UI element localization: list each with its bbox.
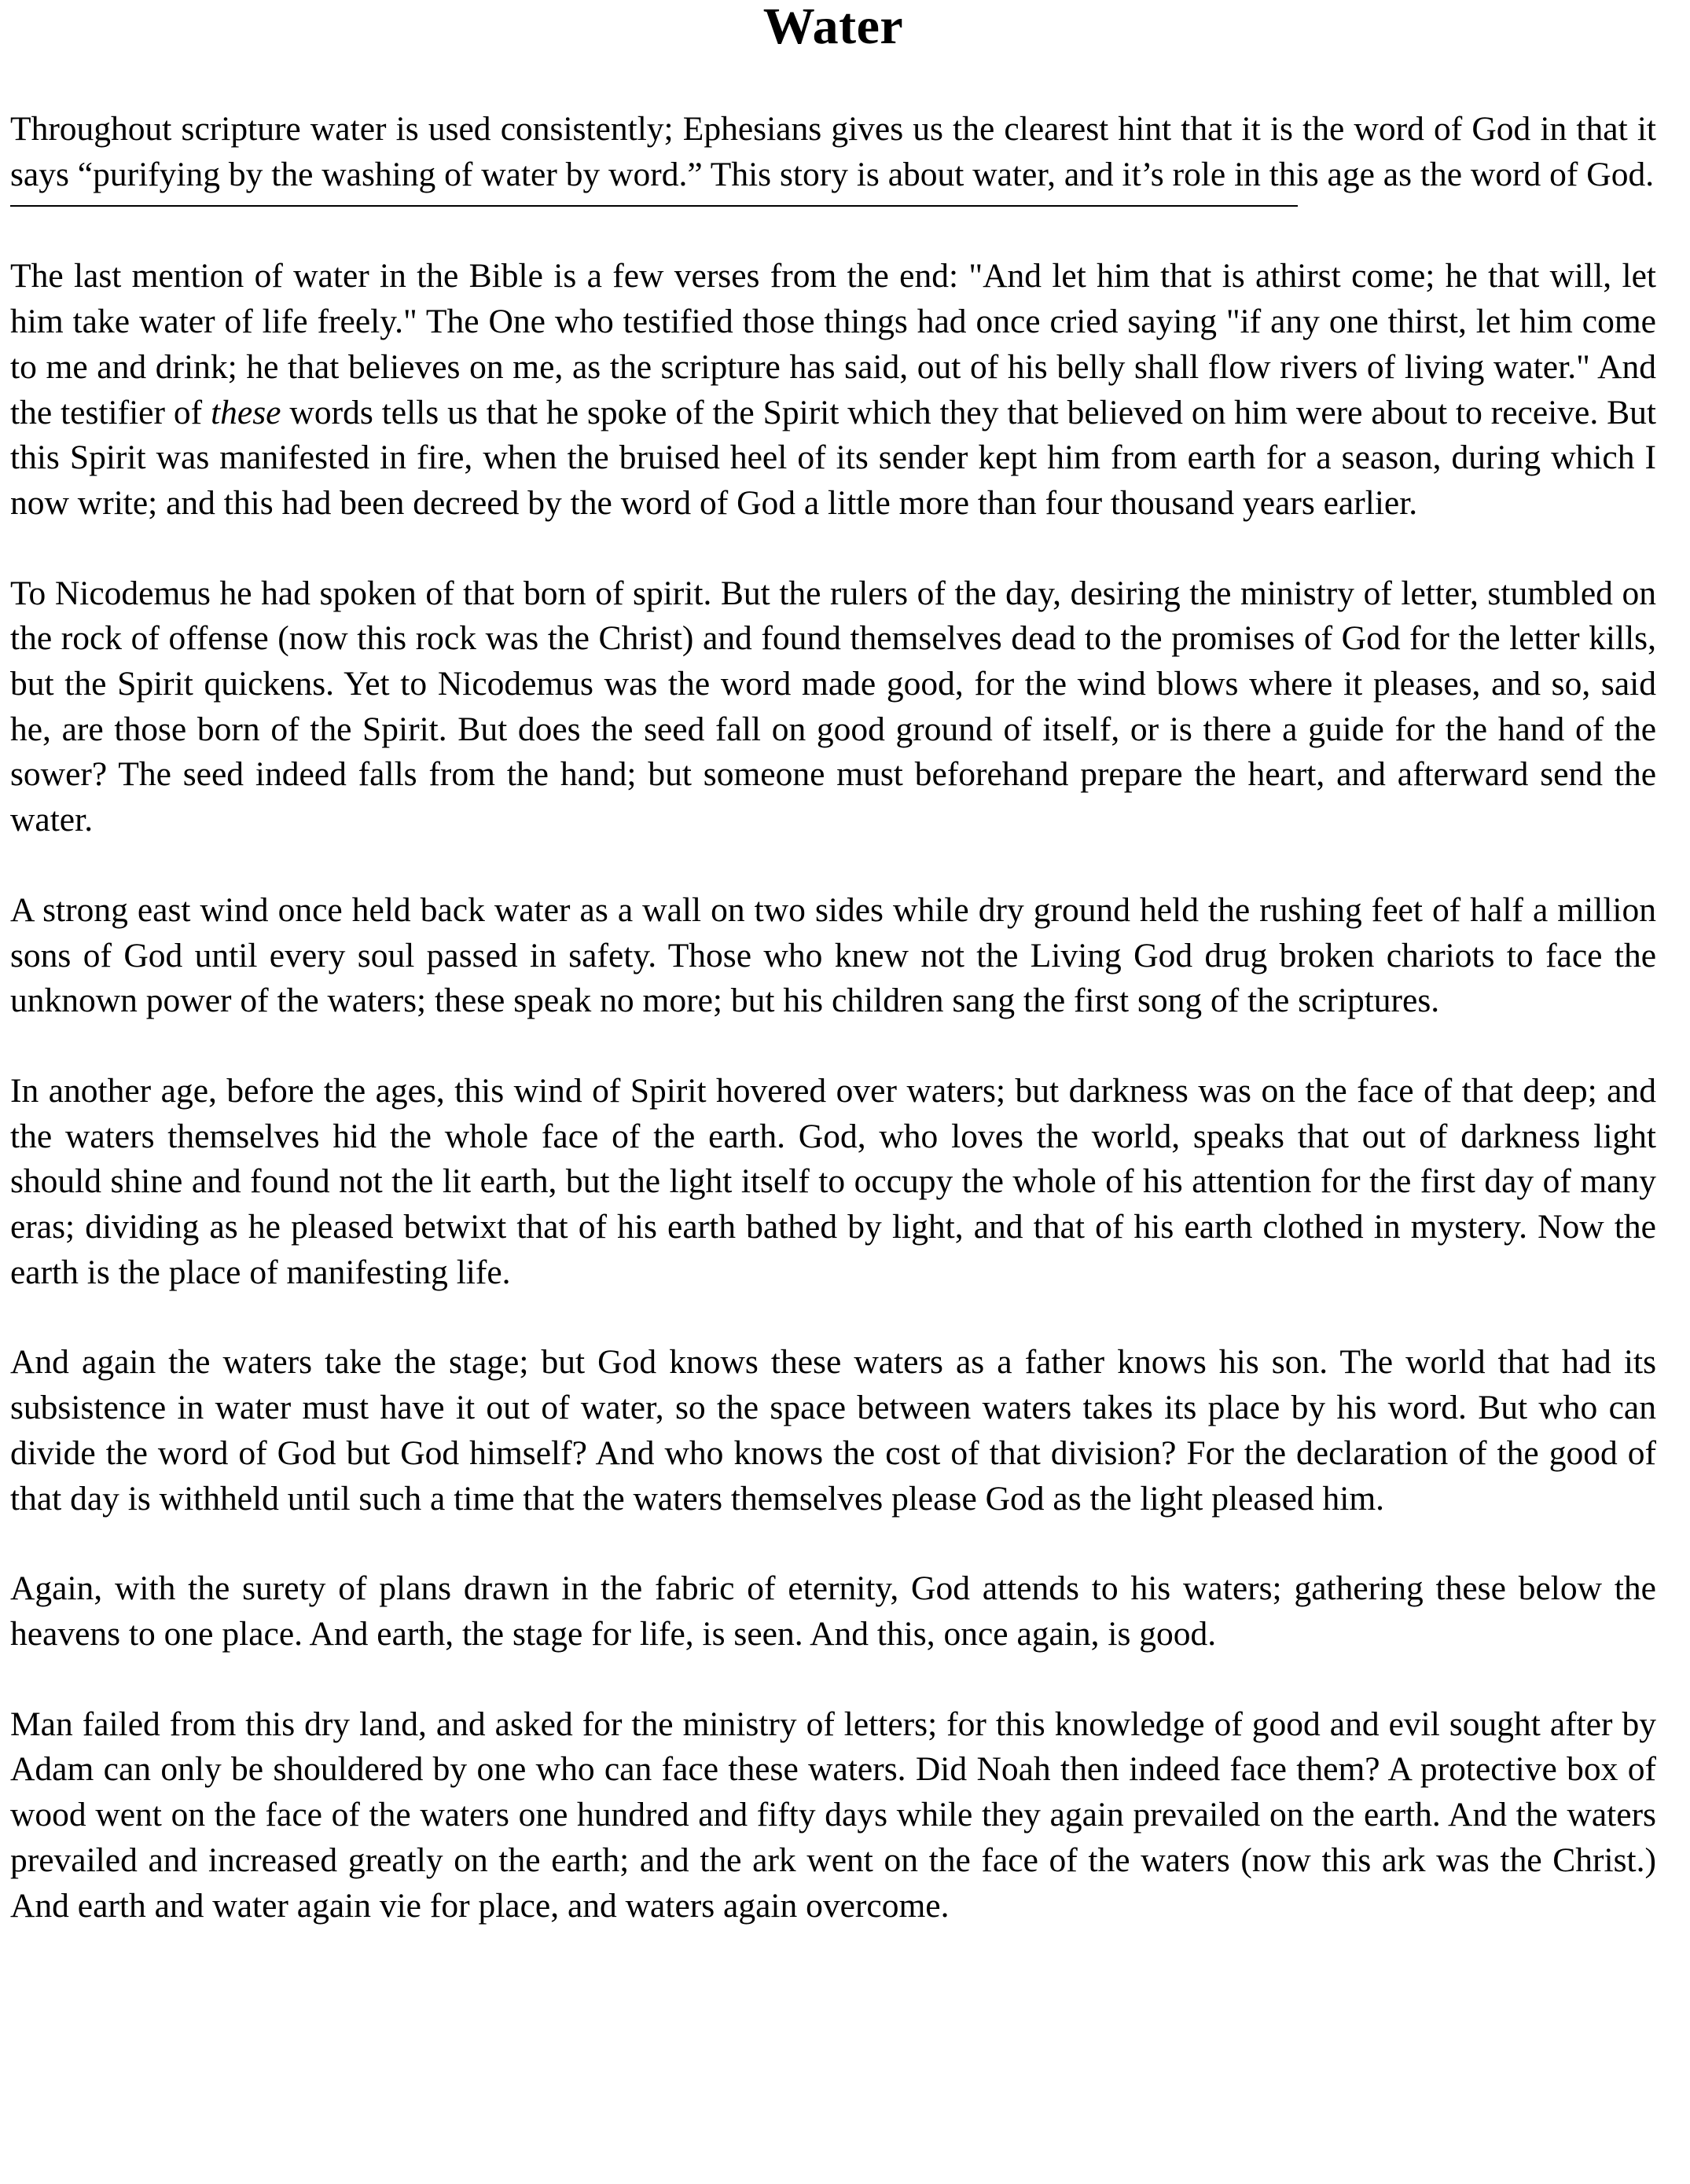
paragraph-last-mention [10, 254, 1656, 526]
italic-emphasis: these [211, 393, 281, 431]
section-divider [10, 205, 1298, 207]
document-title: Water [762, 0, 904, 55]
paragraph-noah: Man failed from this dry land, and asked for the ministry of letters; for this knowledge of good and evil sought after by Adam can only be shouldered by one who can face these waters. Did Noah then indeed face them? A protective box of wood went on the face of the waters one hundred and fifty days while they again prevailed on the earth. And the waters prevailed and increased greatly on the earth; and the ark went on the face of the waters (now this ark was the Christ.) And earth and water again vie for place, and waters again overcome. [10, 1705, 1656, 1925]
paragraph-gathering-waters: Again, with the surety of plans drawn in the fabric of eternity, God attends to his waters; gathering these below the heavens to one place. And earth, the stage for life, is seen. And this, once again, is good. [10, 1569, 1656, 1653]
paragraph-nicodemus: To Nicodemus he had spoken of that born of spirit. But the rulers of the day, desiring the ministry of letter, stumbled on the rock of offense (now this rock was the Christ) and found themselves dead to the promises of God for the letter kills, but the Spirit quickens. Yet to Nicodemus was the word made good, for the wind blows where it pleases, and so, said he, are those born of the Spirit. But does the seed fall on good ground of itself, or is there a guide for the hand of the sower? The seed indeed falls from the hand; but someone must beforehand prepare the heart, and afterward send the water. [10, 574, 1656, 839]
paragraph-east-wind: A strong east wind once held back water as a wall on two sides while dry ground held the rushing feet of half a million sons of God until every soul passed in safety. Those who knew not the Living God drug broken chariots to face the unknown power of the waters; these speak no more; but his children sang the first song of the scriptures. [10, 890, 1656, 1020]
paragraph-waters-stage: And again the waters take the stage; but God knows these waters as a father knows his son. The world that had its subsistence in water must have it out of water, so the space between waters takes its place by his word. But who can divide the word of God but God himself? And who knows the cost of that division? For the declaration of the good of that day is withheld until such a time that the waters themselves please God as the light pleased him. [10, 1343, 1656, 1518]
document-page [10, 0, 1656, 1929]
paragraph-another-age: In another age, before the ages, this wind of Spirit hovered over waters; but darkness was on the face of that deep; and the waters themselves hid the whole face of the earth. God, who loves the world, speaks that out of darkness light should shine and found not the lit earth, but the light itself to occupy the whole of his attention for the first day of many eras; dividing as he pleased betwixt that of his earth bathed by light, and that of his earth clothed in mystery. Now the earth is the place of manifesting life. [10, 1071, 1656, 1291]
intro-paragraph: Throughout scripture water is used consistently; Ephesians gives us the clearest hint that it is the word of God in that it says “purifying by the washing of water by word.” This story is about water, and it’s role in this age as the word of God. [10, 110, 1656, 193]
paragraph-text: words tells us that he spoke of the Spirit which they that believed on him were about to receive. But this Spirit was manifested in fire, when the bruised heel of its sender kept him from earth for a season, during which I now write; and this had been decreed by the word of God a little more than four thousand years earlier. [10, 393, 1656, 522]
paragraph-text: The last mention of water in the Bible is a few verses from the end: "And let him that is athirst come; he that will, let him take water of life freely." The One who testified those things had once cried saying "if any one thirst, let him come to me and drink; he that believes on me, as the scripture has said, out of his belly shall flow rivers of living water." And the testifier of [10, 257, 1656, 431]
